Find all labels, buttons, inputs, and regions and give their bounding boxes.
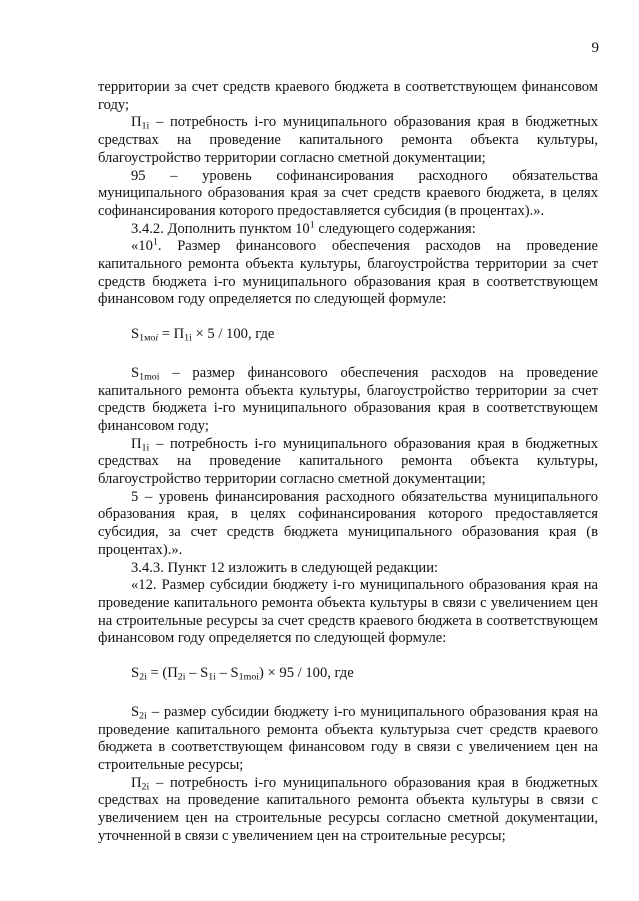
paragraph-text: 3.4.2. Дополнить пунктом 10 bbox=[131, 220, 310, 237]
paragraph-point-12 bbox=[98, 577, 598, 648]
superscript: 1 bbox=[309, 219, 315, 231]
paragraph-continuation bbox=[98, 79, 598, 114]
paragraph-text: «12. Размер субсидии бюджету i-го муниципального образования края на проведение капитального ремонта объекта культуры в связи с увеличением цен на строительные ресурсы за счет средств краевого бюджета в соответствующем финансовом году определяется по следующей формуле: bbox=[98, 577, 598, 647]
paragraph-text: . Размер финансового обеспечения расходов на проведение капитального ремонта объекта культуры, благоустройства территории за счет средств бюджета i-го муниципального образования края в соответствующем финансовом году определяется по следующей формуле: bbox=[98, 238, 598, 308]
paragraph-p2i-definition: $П_{2i}$ – потребность i-го муниципального образования края в бюджетных средствах на проведение капитального ремонта объекта культуры в связи с увеличением цен на строительные ресурсы согласно сметной документации, уточненной в связи с увеличением цен на строительные ресурсы; bbox=[98, 774, 598, 844]
paragraph-text: – размер финансового обеспечения расходов на проведение капитального ремонта объекта культуры, благоустройство территории за счет средств бюджета i-го муниципального образования края в соответствующем финансовом году; bbox=[98, 364, 598, 434]
paragraph-point-10-1 bbox=[98, 238, 598, 309]
paragraph-5-level bbox=[98, 489, 598, 560]
paragraph-text: 3.4.3. Пункт 12 изложить в следующей редакции: bbox=[131, 559, 439, 576]
paragraph-p1i-definition-2: $П_{1i}$ – потребность i-го муниципального образования края в бюджетных средствах на проведение капитального ремонта объекта культуры, благоустройство территории согласно сметной документации; bbox=[98, 435, 598, 488]
superscript: 1 bbox=[152, 236, 158, 248]
paragraph-p1i-definition bbox=[98, 114, 598, 167]
paragraph-s1moi-definition: $S_{1moi}$ – размер финансового обеспечения расходов на проведение капитального ремонта объекта культуры, благоустройство территории за счет средств бюджета i-го муниципального образования края в соответствующем финансовом году; bbox=[98, 364, 598, 434]
paragraph-text: «10 bbox=[131, 238, 153, 255]
paragraph-text: – потребность i-го муниципального образования края в бюджетных средствах на проведение капитального ремонта объекта культуры, благоустройство территории согласно сметной документации; bbox=[98, 435, 598, 488]
document-body bbox=[98, 79, 598, 845]
paragraph-text: 95 – уровень софинансирования расходного обязательства муниципального образования края за счет средств краевого бюджета, в целях софинансирования которого предоставляется субсидия (в процентах).». bbox=[98, 167, 598, 219]
formula-s1moi: $S_{1моi} = П_{1i} \times 5 / 100$, где bbox=[131, 326, 275, 344]
paragraph-text: – потребность i-го муниципального образования края в бюджетных средствах на проведение капитального ремонта объекта культуры в связи с увеличением цен на строительные ресурсы согласно сметной документации, уточненной в связи с увеличением цен на строительные ресурсы; bbox=[98, 774, 598, 844]
symbol-p: П bbox=[131, 114, 142, 131]
paragraph-text: – потребность i-го муниципального образования края в бюджетных средствах на проведение капитального ремонта объекта культуры, благоустройство территории согласно сметной документации; bbox=[98, 114, 598, 166]
paragraph-text: – размер субсидии бюджету i-го муниципального образования края на проведение капитального ремонта объекта культурыза счет средств краевого бюджета в соответствующем финансовом году в связи с увеличением цен на строительные ресурсы; bbox=[98, 703, 598, 773]
paragraph-text: 5 – уровень финансирования расходного обязательства муниципального образования края, в целях софинансирования которого предоставляется субсидия, за счет средств бюджета муниципального образования края (в процентах).». bbox=[98, 488, 598, 558]
paragraph-3-4-3 bbox=[98, 560, 598, 578]
paragraph-3-4-2 bbox=[98, 221, 598, 239]
page-number: 9 bbox=[591, 40, 599, 56]
paragraph-text: территории за счет средств краевого бюджета в соответствующем финансовом году; bbox=[98, 79, 598, 113]
paragraph-95-level bbox=[98, 168, 598, 221]
formula-s2i: $S_{2i} = (П_{2i} - S_{1i} - S_{1moi}) \times 95 / 100$, где bbox=[131, 665, 354, 683]
symbol-subscript: 1i bbox=[141, 120, 150, 132]
paragraph-s2i-definition: $S_{2i}$ – размер субсидии бюджету i-го муниципального образования края на проведение капитального ремонта объекта культурыза счет средств краевого бюджета в соответствующем финансовом году в связи с увеличением цен на строительные ресурсы; bbox=[98, 703, 598, 773]
paragraph-text: следующего содержания: bbox=[314, 220, 476, 237]
